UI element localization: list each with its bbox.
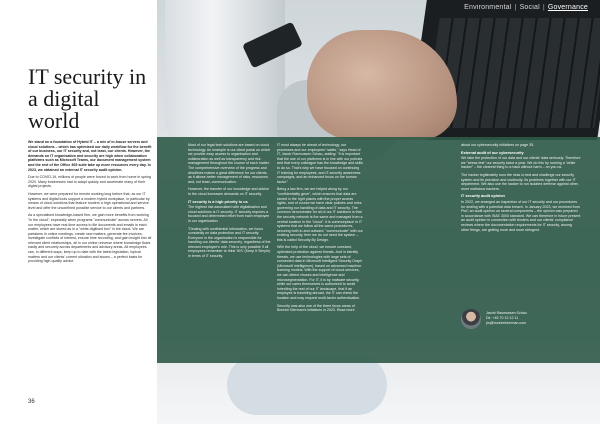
nav-separator: | [514, 4, 517, 11]
paragraph: However, the transfer of our knowledge and advice to the cloud increases demands on IT security. [188, 187, 269, 196]
paragraph: The highest risk associated with digitalisation and cloud solutions is IT security. IT security requires a focused and determined effort from each employee in our organisation. [188, 205, 270, 223]
paragraph: We take the protection of our data and our clients' data seriously. Therefore we "stress test" our security twice a year. We do this by running a "white hacker" – the clearest thing to a hack without harm – on you us. [461, 156, 581, 170]
nav-item-social[interactable]: Social [519, 4, 540, 11]
contact-name: Jacob Rasmussen Schau [486, 311, 527, 315]
paragraph: Being a law firm, we are helped along by our "confidentiality gene", which ensures that data are stored in the right places with the proper access rights, and of course we have clear policies and rules governing our handling of data and IT security. The common denominator for all of our IT solutions is that the security network is the same and managed from a central location in the "cloud". It is commonplace in IT systems that we follow all the same procedures, securing both in-and outward, "communicate" with our existing security, then we do not need the system – this is called Security By Design. [277, 187, 363, 242]
paragraph: "Dealing with confidential information, we focus constantly on data protection and IT security. Everyone in the organisation is responsible for handling our clients' data securely, regardless of the relevant employee's role. This is only possible if all employees remember to think 'KIS' (Keep It Simple) in terms of IT security. [188, 226, 271, 259]
paragraph: IT must always be ahead of technology, our processes and our employees' habits," says Head of IT, Jacob Rasmussen Schau, adding: "It is important that the use of our platforms is in line with our policies and that every colleague has the knowledge and skills to do so. That's why we have focused on continuing IT training for employees, and IT-security awareness campaigns, and an enhanced focus on the human factor." [277, 143, 363, 184]
text-column-2 [188, 143, 272, 262]
contact-card [461, 308, 581, 334]
subheading: External audit of our cybersecurity [461, 150, 524, 155]
nav-separator: | [542, 4, 545, 11]
paragraph: With the help of the cloud, we ensure constant, optimised protection against threats. And in identify threats, we use technologies with large sets of connected data in Microsoft Intelligent Security Graph (Microsoft Intelligence), based on advanced machine learning models. With the support of cloud-services, we can detect viruses and intelligence and microsegmentation. For IT, it is by malware security, while our users themselves is authorised to avoid inheriting the rest of our IT landscape, that if an employee is travelling abroad, the IT can check the location and may request multi-factor authentication. [277, 245, 363, 300]
paragraph: Most of our legal tech solutions are based on cloud technology. An example is our client portal on which we provide easy access to organisation and collaboration as well as transparency and risk management throughout the course of each matter. The comprehensive overview of the progress and deadlines makes a great difference for our clients, as it allows better management of risks, resources and, not least, communication. [188, 143, 271, 184]
nav-item-environmental[interactable]: Environmental [464, 4, 512, 11]
contact-email[interactable]: jrs@bonnierbierman.com [486, 320, 527, 325]
nav-item-governance[interactable]: Governance [547, 4, 588, 11]
page-number: 36 [28, 399, 35, 405]
paragraph: Security was also one of the three focus areas of Bonnier Bierman's initiatives in 2023. Read more [277, 303, 355, 313]
lead-paragraph: We stand on a foundation of Hybrid IT – a mix of in-house servers and cloud solutions – which has optimised our daily workflow for the benefit of our business, our IT security and, not least, our clients. However, the demands on IT organisation and security are high when collaboration platforms such as Microsoft Teams, our document management system and the rest of the Office 365 suite take up more resources every day. In 2023, we obtained an external IT security audit opinion. [28, 140, 152, 172]
contact-info [486, 311, 581, 325]
paragraph: about our cybersecurity initiatives on page 35. [461, 143, 535, 147]
lower-hand-image [227, 355, 387, 415]
avatar [461, 309, 481, 329]
paragraph: The hacker legitimately runs the risks to test and challenge our security system and its provision and continuity. Its problems together with our IT department. We also use the hacker to run isolated defense against other, more malicious hackers. [461, 172, 579, 191]
subheading: IT security audit opinion [461, 194, 505, 199]
paragraph: In 2022, we arranged an inspection of our IT security and our procedures for dealing with a potential data breach. In January 2023, we received from PwC an audit opinion on several components – the opinion was prepared in accordance with ISAE 3000 standard. We can therefore in future present an audit opinion in connection with tenders and our clients' compliance reviews where the documentation requirements for IT security, among other things, are getting more and more stringent. [461, 199, 581, 232]
paragraph: However, we were prepared for remote working long before that, as our IT systems and digital tools support a modern hybrid workplace, in particular by means of cloud solutions that feature modern a high operational and service level and offer the unconfined possible service to our clients and partners. [28, 191, 150, 210]
text-column-3 [277, 143, 363, 316]
subheading: IT security is a high priority to us [188, 199, 248, 204]
paragraph: As a specialised knowledge-based firm, we gain more benefits from working "in the cloud", especially when programs "communicate" across servers. All our employees have real-time access to file documents and emails in each matter, which are stored as in a "white-digitised box" in the cloud. We are partakers in online meetings, create new matters, generate fee invoices, investigate conflicts of interest, ensure time recording, and gain insight into all relevant client relationships, all in our online universe where knowledge flows easily and securely across departments and advisory areas. All employees can, in different ways, keep up to date with the latest legislation, topical matters and our clients' current situation and issues – a perfect basis for providing high-quality advice. [28, 213, 152, 264]
text-column-1 [28, 140, 152, 267]
section-nav [464, 4, 588, 11]
text-column-4 [461, 143, 581, 235]
page-title: IT security in a digital world [28, 64, 147, 133]
contact-phone[interactable]: Dir. +45 70 12 12 11 [486, 315, 519, 320]
paragraph: Due to COVID-19, millions of people were forced to work from home in spring 2020. Many businesses had to adapt quickly and accelerate many of their digital projects. [28, 175, 152, 189]
water-bottle-image [165, 0, 285, 150]
